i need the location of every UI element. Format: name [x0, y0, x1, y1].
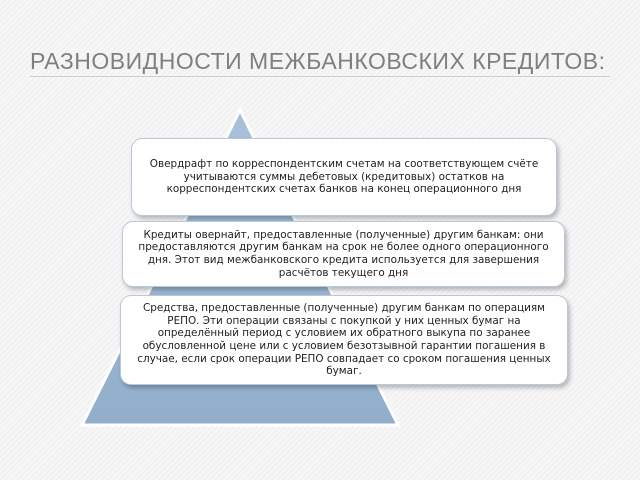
pyramid-item-3: [120, 295, 568, 385]
pyramid-item-1: [131, 138, 557, 216]
pyramid-item-3-text: Средства, предоставленные (полученные) другим банкам по операциям РЕПО. Эти операции связаны с покупкой у них ценных бумаг на определённый период с условием их обратного выкупа по заранее обусловленной цене или с условием безотзывной гарантии погашения в случае, если срок операции РЕПО совпадает со сроком погашения ценных бумаг.: [137, 301, 551, 378]
pyramid-item-1-text: Овердрафт по корреспондентским счетам на соответствующем счёте учитываются суммы дебетовых (кредитовых) остатков на корреспондентских счетах банков на конец операционного дня: [149, 157, 539, 196]
pyramid-item-2-text: Кредиты овернайт, предоставленные (полученные) другим банкам: они предоставляются другим банкам на срок не более одного операционного дня. Этот вид межбанковского кредита используется для завершения расчётов текущего дня: [138, 228, 549, 279]
pyramid-item-2: [122, 221, 565, 287]
slide-title: РАЗНОВИДНОСТИ МЕЖБАНКОВСКИХ КРЕДИТОВ:: [30, 48, 606, 74]
